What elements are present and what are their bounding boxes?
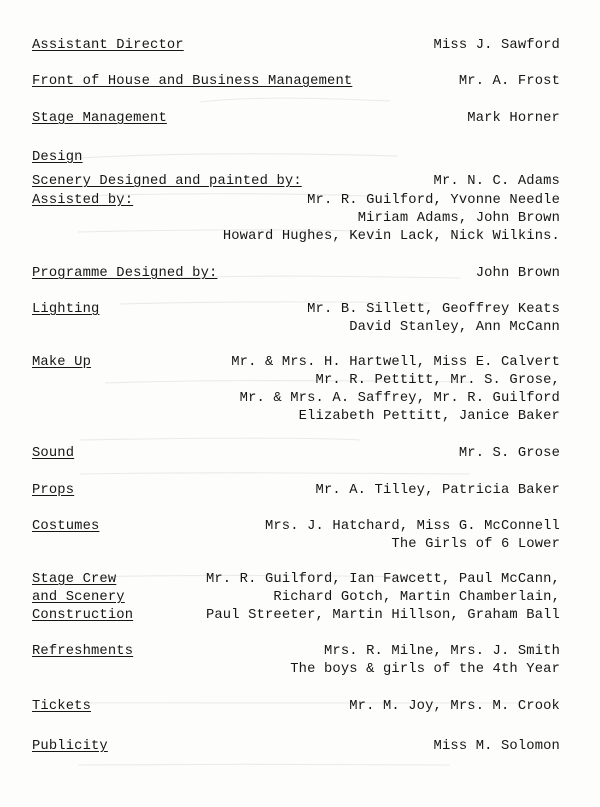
credit-value-line: John Brown bbox=[475, 266, 560, 281]
credit-value-line: Howard Hughes, Kevin Lack, Nick Wilkins. bbox=[222, 229, 560, 244]
credit-value bbox=[434, 173, 560, 191]
credit-value-line: David Stanley, Ann McCann bbox=[349, 320, 560, 335]
credit-label: Programme Designed by: bbox=[32, 266, 218, 281]
credit-value bbox=[231, 354, 560, 426]
credit-label-line: and Scenery bbox=[32, 590, 125, 605]
credit-label-line: Construction bbox=[32, 608, 134, 623]
credit-value-line: Mr. N. C. Adams bbox=[433, 174, 560, 189]
credit-label: Assistant Director bbox=[32, 38, 184, 53]
credit-value-line: Mr. R. Guilford, Ian Fawcett, Paul McCann, bbox=[205, 572, 560, 587]
credit-label: Publicity bbox=[32, 739, 108, 754]
credit-value-line: Miriam Adams, John Brown bbox=[357, 211, 560, 226]
credit-label: Stage Management bbox=[32, 111, 167, 126]
credit-value bbox=[316, 482, 560, 500]
credit-value bbox=[476, 265, 560, 283]
credit-label: Tickets bbox=[32, 699, 92, 714]
credit-label: Lighting bbox=[32, 302, 100, 317]
credit-value-line: Mrs. J. Hatchard, Miss G. McConnell bbox=[264, 519, 560, 534]
credit-label: Props bbox=[32, 483, 75, 498]
credit-sub-label: Scenery Designed and painted by: bbox=[32, 174, 302, 189]
credit-value bbox=[223, 192, 560, 246]
credit-value-line: Mr. A. Tilley, Patricia Baker bbox=[315, 483, 560, 498]
credit-value-line: Elizabeth Pettitt, Janice Baker bbox=[298, 409, 560, 424]
credit-label bbox=[32, 571, 172, 625]
credit-value-line: Miss J. Sawford bbox=[433, 38, 560, 53]
credit-label: Design bbox=[32, 150, 83, 165]
credit-label: Sound bbox=[32, 446, 75, 461]
credit-value-line: Richard Gotch, Martin Chamberlain, bbox=[273, 590, 560, 605]
credit-value-line: Mr. B. Sillett, Geoffrey Keats bbox=[307, 302, 560, 317]
credit-value bbox=[349, 698, 560, 716]
credit-value-line: Mr. S. Grose bbox=[458, 446, 560, 461]
credit-value bbox=[459, 445, 560, 463]
credit-value bbox=[467, 110, 560, 128]
credit-value-line: Mr. & Mrs. A. Saffrey, Mr. R. Guilford bbox=[239, 391, 560, 406]
credit-value-line: Mr. A. Frost bbox=[458, 74, 560, 89]
credit-value-line: The boys & girls of the 4th Year bbox=[290, 662, 560, 677]
credit-value bbox=[290, 643, 560, 679]
credit-label-line: Stage Crew bbox=[32, 572, 117, 587]
credit-value-line: Mr. R. Guilford, Yvonne Needle bbox=[307, 193, 560, 208]
credit-value-line: Paul Streeter, Martin Hillson, Graham Ball bbox=[205, 608, 560, 623]
credit-label: Make Up bbox=[32, 355, 92, 370]
credit-value bbox=[434, 37, 560, 55]
credit-value bbox=[206, 571, 560, 625]
credit-sub-label: Assisted by: bbox=[32, 193, 134, 208]
credit-value bbox=[434, 738, 560, 756]
credit-value-line: The Girls of 6 Lower bbox=[391, 537, 560, 552]
credit-value bbox=[265, 518, 560, 554]
credit-value-line: Mr. R. Pettitt, Mr. S. Grose, bbox=[315, 373, 560, 388]
credit-value-line: Mrs. R. Milne, Mrs. J. Smith bbox=[323, 644, 560, 659]
credit-value bbox=[459, 73, 560, 91]
credit-label: Costumes bbox=[32, 519, 100, 534]
credit-value-line: Miss M. Solomon bbox=[433, 739, 560, 754]
credit-label: Front of House and Business Management bbox=[32, 74, 353, 89]
credit-value-line: Mr. M. Joy, Mrs. M. Crook bbox=[349, 699, 560, 714]
credit-value-line: Mr. & Mrs. H. Hartwell, Miss E. Calvert bbox=[231, 355, 560, 370]
credit-label: Refreshments bbox=[32, 644, 134, 659]
credit-value bbox=[307, 301, 560, 337]
credit-value-line: Mark Horner bbox=[467, 111, 560, 126]
